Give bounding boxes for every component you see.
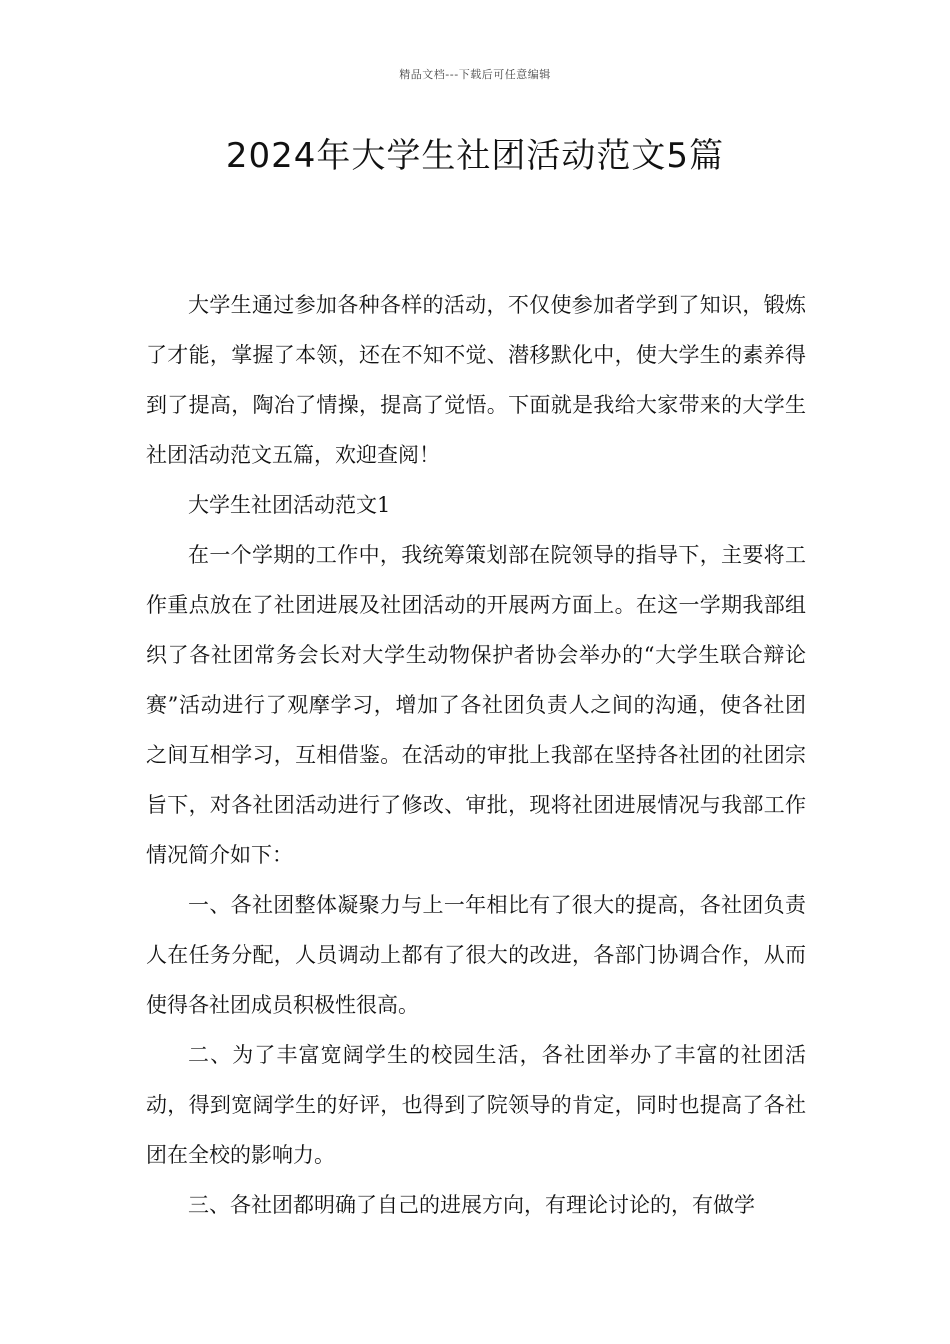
document-title: 2024年大学生社团活动范文5篇 (225, 136, 725, 176)
section-heading: 大学生社团活动范文1 (188, 493, 391, 517)
header-note: 精品文档---下载后可任意编辑 (399, 68, 551, 81)
body-paragraph: 二、为了丰富宽阔学生的校园生活，各社团举办了丰富的社团活动，得到宽阔学生的好评，也得到了院领导的肯定，同时也提高了各社团在全校的影响力。 (146, 1043, 806, 1167)
intro-paragraph: 大学生通过参加各种各样的活动，不仅使参加者学到了知识，锻炼了才能，掌握了本领，还在不知不觉、潜移默化中，使大学生的素养得到了提高，陶冶了情操，提高了觉悟。下面就是我给大家带来的大学生社团活动范文五篇，欢迎查阅！ (146, 293, 806, 467)
body-paragraph: 一、各社团整体凝聚力与上一年相比有了很大的提高，各社团负责人在任务分配，人员调动上都有了很大的改进，各部门协调合作，从而使得各社团成员积极性很高。 (146, 893, 806, 1017)
body-paragraph: 在一个学期的工作中，我统筹策划部在院领导的指导下，主要将工作重点放在了社团进展及社团活动的开展两方面上。在这一学期我部组织了各社团常务会长对大学生动物保护者协会举办的“大学生联合辩论赛”活动进行了观摩学习，增加了各社团负责人之间的沟通，使各社团之间互相学习，互相借鉴。在活动的审批上我部在坚持各社团的社团宗旨下，对各社团活动进行了修改、审批，现将社团进展情况与我部工作情况简介如下： (146, 543, 806, 867)
body-paragraph: 三、各社团都明确了自己的进展方向，有理论讨论的，有做学 (188, 1193, 755, 1217)
document-body (146, 280, 806, 1230)
